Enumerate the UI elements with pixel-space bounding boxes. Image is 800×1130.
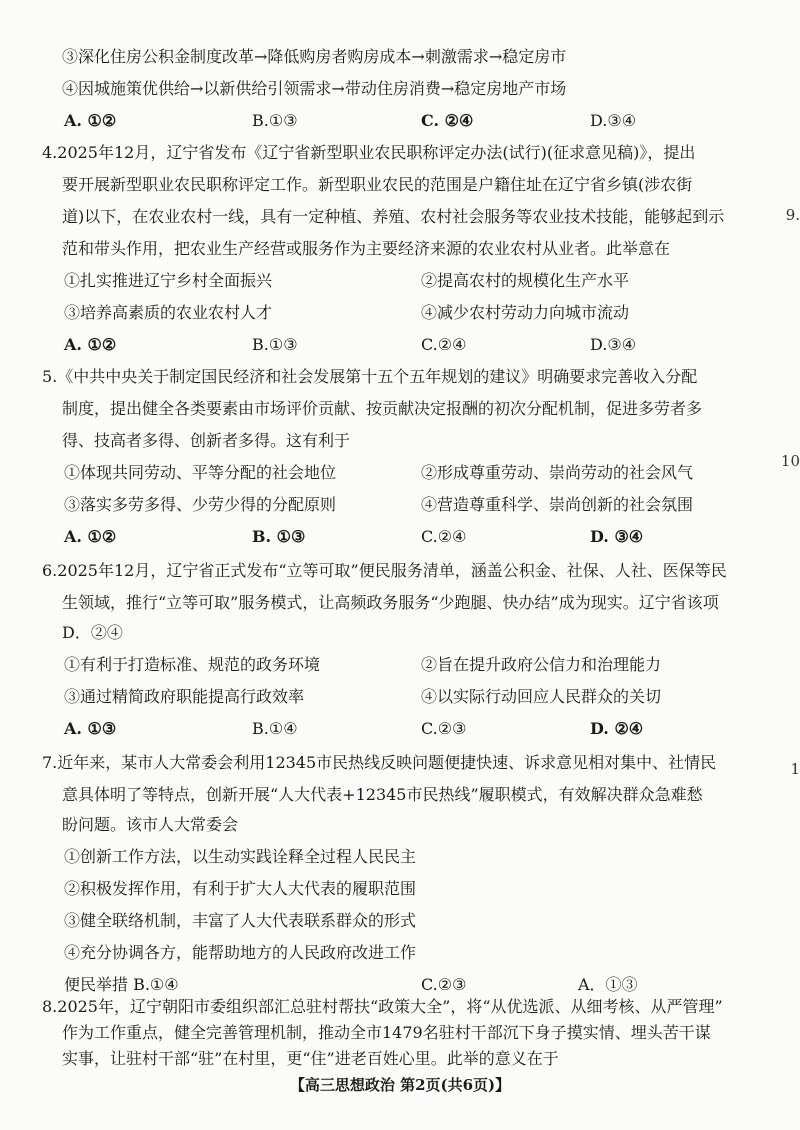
- q6-stray-option: D．②④: [62, 623, 123, 642]
- q4-options: [0, 334, 800, 356]
- q8-stem-line: 作为工作重点，健全完善管理机制，推动全市1479名驻村干部沉下身子摸实情、埋头苦干谋: [62, 1023, 711, 1042]
- q4-choice-2: ②提高农村的规模化生产水平: [421, 271, 630, 290]
- option-c: C.②③: [421, 975, 467, 994]
- q7-stem-line: 意具体明了等特点，创新开展“人大代表+12345市民热线”履职模式，有效解决群众急难愁: [62, 785, 703, 804]
- q4-choices-row: [0, 270, 800, 292]
- q5-stem-line: 5.《中共中央关于制定国民经济和社会发展第十五个五年规划的建议》明确要求完善收入分配: [42, 367, 698, 386]
- option-d: D.③④: [590, 335, 637, 354]
- margin-number: 10: [780, 452, 800, 470]
- q7-choice-2: ②积极发挥作用，有利于扩大人大代表的履职范围: [64, 879, 417, 898]
- option-b: B. ①③: [252, 527, 306, 546]
- q4-choice-1: ①扎实推进辽宁乡村全面振兴: [64, 271, 273, 290]
- q6-options: [0, 718, 800, 740]
- q5-options: [0, 526, 800, 548]
- option-d: D.③④: [590, 111, 637, 130]
- option-a: A. ①③: [64, 719, 117, 738]
- q6-choice-4: ④以实际行动回应人民群众的关切: [421, 687, 662, 706]
- option-d: D. ②④: [590, 719, 644, 738]
- q7-choice-3: ③健全联络机制，丰富了人大代表联系群众的形式: [64, 911, 417, 930]
- q4-stem-line: 道)以下，在农业农村一线，具有一定种植、养殖、农村社会服务等农业技术技能，能够起到示: [62, 207, 725, 226]
- q3-choice-3: ③深化住房公积金制度改革→降低购房者购房成本→刺激需求→稳定房市: [62, 47, 567, 66]
- q3-options: [0, 110, 800, 132]
- option-d: D. ③④: [590, 527, 644, 546]
- q6-choice-1: ①有利于打造标准、规范的政务环境: [64, 655, 321, 674]
- q4-stem-line: 4.2025年12月，辽宁省发布《辽宁省新型职业农民职称评定办法(试行)(征求意见稿)》，提出: [42, 143, 696, 162]
- q5-choices-row: [0, 462, 800, 484]
- q4-choice-4: ④减少农村劳动力向城市流动: [421, 303, 630, 322]
- q5-choices-row: [0, 494, 800, 516]
- q7-option-b-with-prefix: 便民举措 B.①④: [64, 975, 179, 994]
- q6-choice-2: ②旨在提升政府公信力和治理能力: [421, 655, 662, 674]
- q4-stem-line: 范和带头作用，把农业生产经营或服务作为主要经济来源的农业农村从业者。此举意在: [62, 239, 671, 258]
- q6-choice-3: ③通过精简政府职能提高行政效率: [64, 687, 305, 706]
- q3-choice-4: ④因城施策优供给→以新供给引领需求→带动住房消费→稳定房地产市场: [62, 79, 567, 98]
- option-b: B.①③: [252, 335, 298, 354]
- option-a: A. ①②: [64, 335, 117, 354]
- margin-number: 9.: [785, 206, 800, 224]
- option-a: A．①③: [578, 975, 638, 994]
- q6-choices-row: [0, 686, 800, 708]
- q4-stem-line: 要开展新型职业农民职称评定工作。新型职业农民的范围是户籍住址在辽宁省乡镇(涉农街: [62, 175, 693, 194]
- q6-choices-row: [0, 654, 800, 676]
- q5-choice-1: ①体现共同劳动、平等分配的社会地位: [64, 463, 337, 482]
- option-a: A. ①②: [64, 111, 117, 130]
- q8-stem-line: 实事，让驻村干部“驻”在村里，更“住”进老百姓心里。此举的意义在于: [62, 1049, 559, 1068]
- q5-stem-line: 制度，提出健全各类要素由市场评价贡献、按贡献决定报酬的初次分配机制，促进多劳者多: [62, 399, 703, 418]
- q7-choice-1: ①创新工作方法，以生动实践诠释全过程人民民主: [64, 847, 417, 866]
- q6-stem-line: 生领域，推行“立等可取”服务模式，让高频政务服务“少跑腿、快办结”成为现实。辽宁省该项: [62, 593, 719, 612]
- q7-stem-line: 7.近年来，某市人大常委会利用12345市民热线反映问题便捷快速、诉求意见相对集中、社情民: [42, 753, 717, 772]
- q7-options: [0, 974, 800, 996]
- q7-stem-line: 盼问题。该市人大常委会: [62, 815, 239, 834]
- q4-choice-3: ③培养高素质的农业农村人才: [64, 303, 273, 322]
- option-c: C.②④: [421, 527, 467, 546]
- option-c: C.②③: [421, 719, 467, 738]
- q5-choice-4: ④营造尊重科学、崇尚创新的社会氛围: [421, 495, 694, 514]
- q5-choice-2: ②形成尊重劳动、崇尚劳动的社会风气: [421, 463, 694, 482]
- q5-stem-line: 得、技高者多得、创新者多得。这有利于: [62, 431, 351, 450]
- q6-stem-line: 6.2025年12月，辽宁省正式发布“立等可取”便民服务清单，涵盖公积金、社保、人社、医保等民: [42, 561, 727, 580]
- q5-choice-3: ③落实多劳多得、少劳少得的分配原则: [64, 495, 337, 514]
- q4-choices-row: [0, 302, 800, 324]
- option-c: C. ②④: [421, 111, 474, 130]
- q7-choice-4: ④充分协调各方，能帮助地方的人民政府改进工作: [64, 943, 417, 962]
- q8-stem-line: 8.2025年，辽宁朝阳市委组织部汇总驻村帮扶“政策大全”，将“从优选派、从细考核、从严管理”: [42, 997, 723, 1016]
- option-b: B.①③: [252, 111, 298, 130]
- page-footer: 【高三思想政治 第2页(共6页)】: [289, 1076, 511, 1094]
- margin-number: 1: [790, 760, 800, 778]
- option-b: B.①④: [252, 719, 298, 738]
- option-c: C.②④: [421, 335, 467, 354]
- option-a: A. ①②: [64, 527, 117, 546]
